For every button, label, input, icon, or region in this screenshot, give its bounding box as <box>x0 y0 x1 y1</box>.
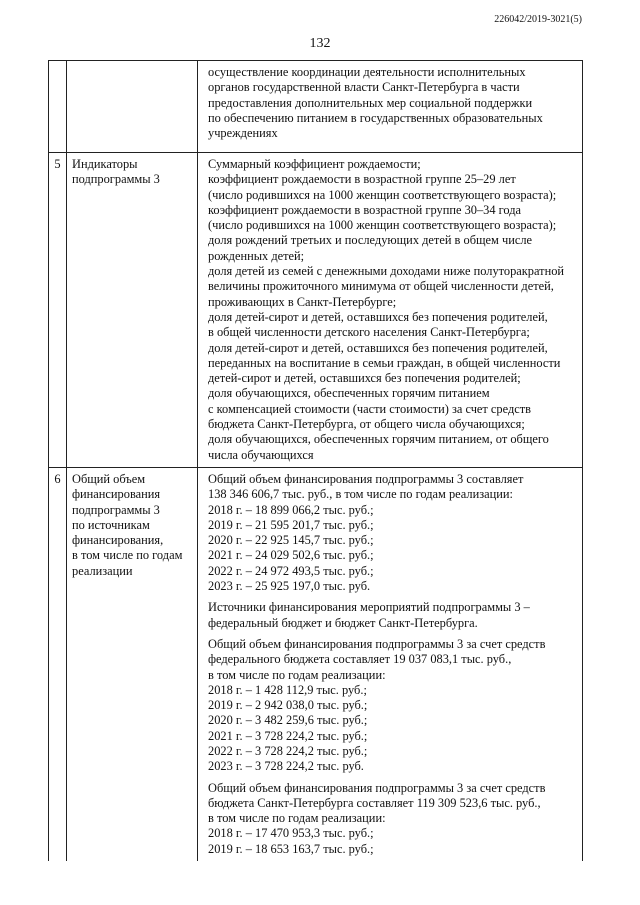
content-line: федеральный бюджет и бюджет Санкт-Петербурга. <box>208 615 478 630</box>
content-line: переданных на воспитание в семьи граждан, в общей численности <box>208 355 561 370</box>
content-line: учреждениях <box>208 126 278 141</box>
content-line: 2022 г. – 24 972 493,5 тыс. руб.; <box>208 563 374 578</box>
content-line: Источники финансирования мероприятий подпрограммы 3 – <box>208 600 530 615</box>
row-heading <box>67 467 198 861</box>
content-line: (число родившихся на 1000 женщин соответствующего возраста); <box>208 187 557 202</box>
content-line: рожденных детей; <box>208 248 305 263</box>
content-line: детей-сирот и детей, оставшихся без попечения родителей; <box>208 371 521 386</box>
row-heading-line: в том числе по годам <box>72 548 183 563</box>
content-line: 2020 г. – 3 482 259,6 тыс. руб.; <box>208 713 368 728</box>
content-line: 138 346 606,7 тыс. руб., в том числе по годам реализации: <box>208 487 513 502</box>
content-line: 2018 г. – 17 470 953,3 тыс. руб.; <box>208 826 374 841</box>
content-line: числа обучающихся <box>208 447 314 462</box>
content-line: доля обучающихся, обеспеченных горячим питанием, от общего <box>208 432 549 447</box>
content-line: Общий объем финансирования подпрограммы 3 за счет средств <box>208 636 546 651</box>
content-paragraph <box>208 472 578 594</box>
content-line: в том числе по годам реализации: <box>208 667 386 682</box>
content-line: осуществление координации деятельности исполнительных <box>208 65 526 79</box>
row-heading-line: реализации <box>72 563 133 578</box>
content-line: коэффициент рождаемости в возрастной группе 30–34 года <box>208 202 522 217</box>
content-line: доля детей из семей с денежными доходами ниже полуторакратной <box>208 264 565 279</box>
content-line: 2018 г. – 1 428 112,9 тыс. руб.; <box>208 682 367 697</box>
row-heading <box>67 61 198 153</box>
row-heading-line: финансирования <box>72 487 161 502</box>
content-line: 2019 г. – 18 653 163,7 тыс. руб.; <box>208 841 374 856</box>
content-line: 2021 г. – 3 728 224,2 тыс. руб.; <box>208 728 368 743</box>
row-heading-line: по источникам <box>72 517 150 532</box>
content-line: с компенсацией стоимости (части стоимости) за счет средств <box>208 401 532 416</box>
content-line: 2020 г. – 22 925 145,7 тыс. руб.; <box>208 533 374 548</box>
content-line: доля рождений третьих и последующих детей в общем числе <box>208 233 533 248</box>
content-line: 2023 г. – 3 728 224,2 тыс. руб. <box>208 759 364 774</box>
content-line: 2019 г. – 21 595 201,7 тыс. руб.; <box>208 517 374 532</box>
page-number: 132 <box>309 36 331 51</box>
row-content <box>198 153 583 468</box>
content-line: коэффициент рождаемости в возрастной группе 25–29 лет <box>208 172 516 187</box>
table-row <box>49 153 583 468</box>
content-line: Суммарный коэффициент рождаемости; <box>208 157 421 171</box>
row-heading-line: Индикаторы <box>72 157 138 171</box>
content-paragraph <box>208 157 578 463</box>
content-line: 2023 г. – 25 925 197,0 тыс. руб. <box>208 579 371 594</box>
content-line: доля детей-сирот и детей, оставшихся без попечения родителей, <box>208 309 548 324</box>
row-number: 5 <box>49 153 67 468</box>
row-heading-line: Общий объем <box>72 471 146 486</box>
content-line: по обеспечению питанием в государственных образовательных <box>208 110 543 125</box>
content-paragraph <box>208 65 578 141</box>
row-heading-line: подпрограммы 3 <box>72 172 160 187</box>
content-line: 2019 г. – 2 942 038,0 тыс. руб.; <box>208 698 368 713</box>
content-line: (число родившихся на 1000 женщин соответствующего возраста); <box>208 218 557 233</box>
row-heading <box>67 153 198 468</box>
content-line: бюджета Санкт-Петербурга составляет 119 309 523,6 тыс. руб., <box>208 795 541 810</box>
table-row <box>49 61 583 153</box>
content-line: 2018 г. – 18 899 066,2 тыс. руб.; <box>208 502 374 517</box>
content-line: Общий объем финансирования подпрограммы 3 составляет <box>208 471 524 486</box>
content-line: 2022 г. – 3 728 224,2 тыс. руб.; <box>208 743 368 758</box>
content-line: доля детей-сирот и детей, оставшихся без попечения родителей, <box>208 340 548 355</box>
content-line: проживающих в Санкт-Петербурге; <box>208 294 397 309</box>
content-line: Общий объем финансирования подпрограммы 3 за счет средств <box>208 780 546 795</box>
content-paragraph <box>208 637 578 775</box>
content-line: 2021 г. – 24 029 502,6 тыс. руб.; <box>208 548 374 563</box>
content-line: величины прожиточного минимума от общей численности детей, <box>208 279 554 294</box>
content-paragraph <box>208 600 578 631</box>
content-line: органов государственной власти Санкт-Петербурга в части <box>208 80 520 95</box>
content-line: предоставления дополнительных мер социальной поддержки <box>208 95 533 110</box>
document-id: 226042/2019-3021(5) <box>494 14 582 25</box>
row-number <box>49 61 67 153</box>
row-content <box>198 467 583 861</box>
content-line: в том числе по годам реализации: <box>208 811 386 826</box>
row-heading-line: финансирования, <box>72 533 164 548</box>
row-heading-line: подпрограммы 3 <box>72 502 160 517</box>
row-content <box>198 61 583 153</box>
row-number: 6 <box>49 467 67 861</box>
content-line: федерального бюджета составляет 19 037 083,1 тыс. руб., <box>208 652 512 667</box>
content-line: бюджета Санкт-Петербурга, от общего числа обучающихся; <box>208 417 525 432</box>
table-row <box>49 467 583 861</box>
content-paragraph <box>208 781 578 857</box>
content-line: доля обучающихся, обеспеченных горячим питанием <box>208 386 490 401</box>
passport-table <box>48 60 583 861</box>
content-line: в общей численности детского населения Санкт-Петербурга; <box>208 325 530 340</box>
